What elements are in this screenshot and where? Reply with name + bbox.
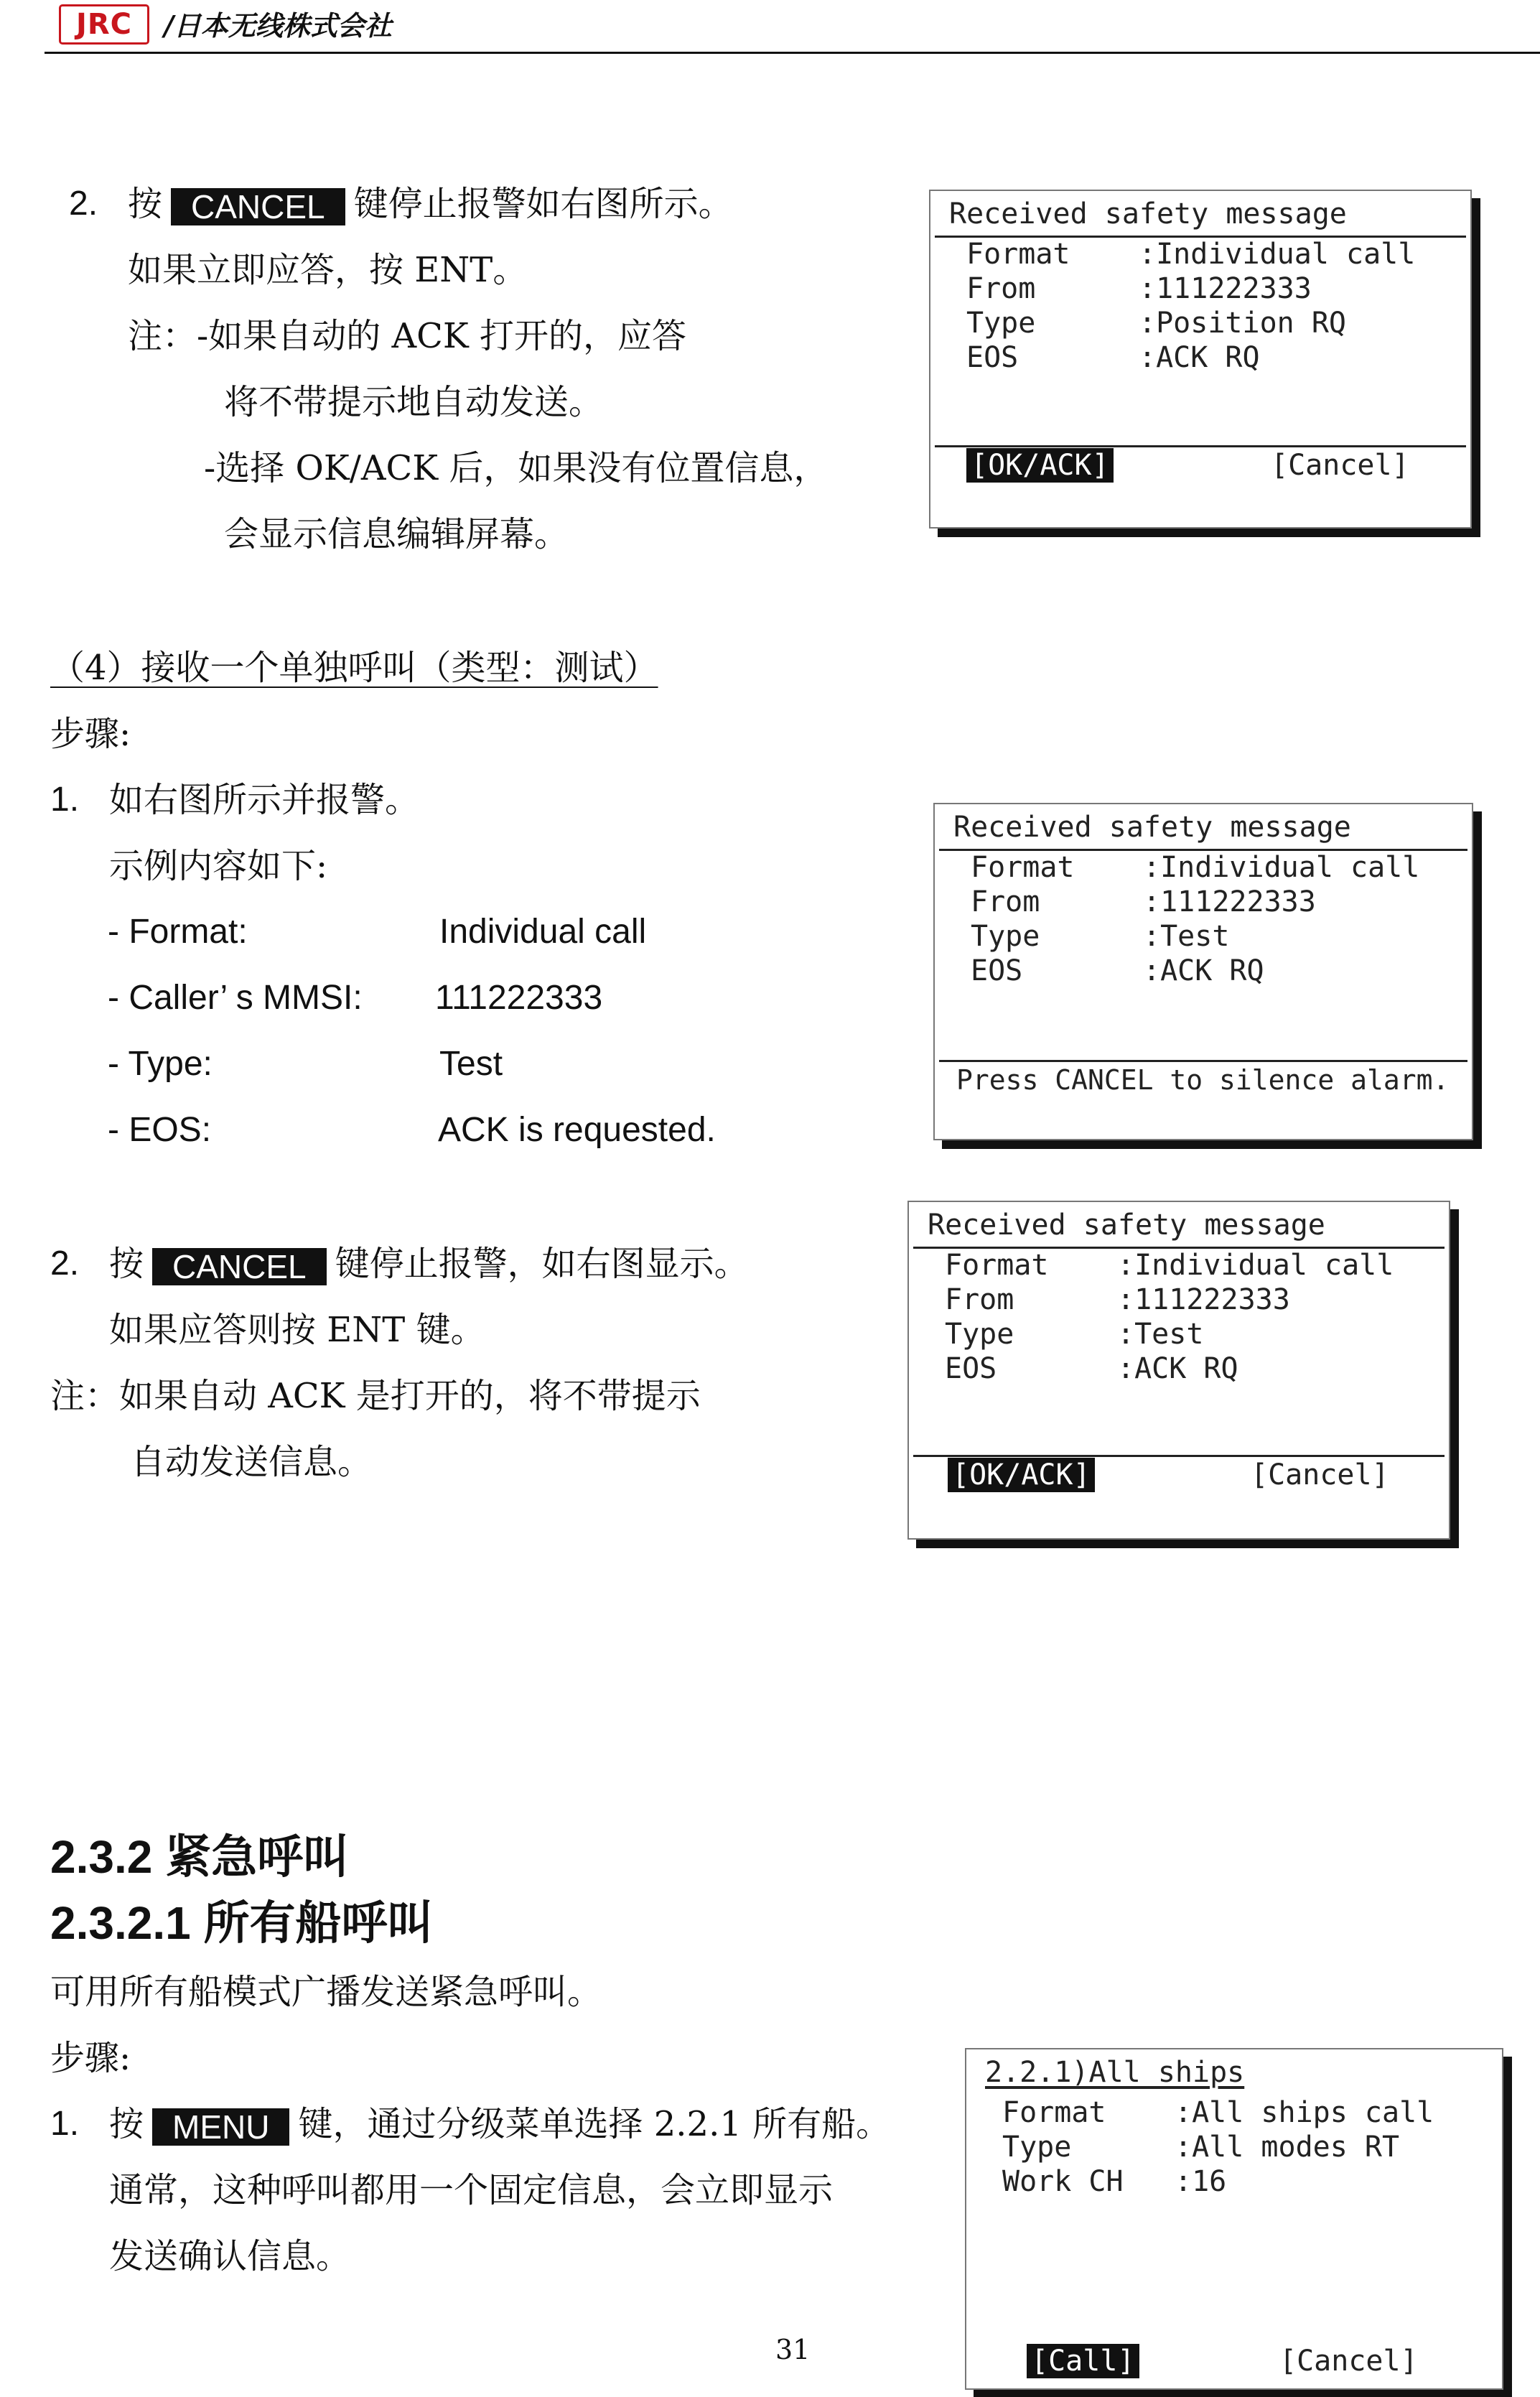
screen-row-from: From :111222333	[966, 272, 1312, 305]
page-number: 31	[775, 2334, 811, 2365]
section-2-3-2-heading: 2.3.2 紧急呼叫	[50, 1831, 350, 1883]
step-1-number: 1.	[50, 781, 80, 819]
jrc-logo: JRC	[59, 4, 149, 45]
step-1-line2: 通常，这种呼叫都用一个固定信息，会立即显示	[109, 2170, 834, 2210]
step-b-note: 注：如果自动 ACK 是打开的，将不带提示	[50, 1376, 701, 1416]
call-button[interactable]: [Call]	[1027, 2344, 1139, 2378]
screen-row-eos: EOS :ACK RQ	[971, 954, 1264, 987]
example-mmsi-value: 111222333	[435, 979, 603, 1017]
example-label: 示例内容如下:	[109, 846, 328, 886]
step-a-note2-cont: 会显示信息编辑屏幕。	[224, 514, 569, 554]
step-1-line1	[109, 2103, 890, 2146]
step-a-note1: 注：-如果自动的 ACK 打开的，应答	[128, 316, 686, 356]
example-format-key: - Format:	[108, 913, 248, 951]
section-intro: 可用所有船模式广播发送紧急呼叫。	[50, 1972, 602, 2012]
step-b-line1	[109, 1242, 749, 1285]
header-rule	[45, 52, 1540, 54]
step-b-pre: 按	[109, 1244, 144, 1284]
screen-title: Received safety message	[953, 811, 1351, 844]
screen-row-from: From :111222333	[945, 1283, 1290, 1316]
step-1-text: 如右图所示并报警。	[109, 780, 420, 820]
step-a-post: 键停止报警如右图所示。	[353, 184, 733, 224]
company-name: /日本无线株式会社	[164, 9, 392, 42]
step-1-line3: 发送确认信息。	[109, 2236, 351, 2276]
step-a-line1	[128, 182, 733, 225]
screen-row-format: Format :All ships call	[1002, 2096, 1434, 2129]
cancel-key: CANCEL	[171, 188, 345, 225]
step-b-number: 2.	[50, 1244, 80, 1283]
screen-divider	[939, 1060, 1467, 1062]
ok-ack-button[interactable]: [OK/ACK]	[966, 448, 1114, 483]
step-a-number: 2.	[69, 185, 98, 223]
step-a-pre: 按	[128, 184, 163, 224]
step-a-line2: 如果立即应答，按 ENT。	[128, 250, 528, 290]
menu-key: MENU	[152, 2108, 289, 2146]
screen-row-eos: EOS :ACK RQ	[945, 1352, 1238, 1385]
cancel-button[interactable]: [Cancel]	[1271, 449, 1409, 482]
screen-divider	[913, 1455, 1445, 1457]
step-b-note-cont: 自动发送信息。	[131, 1442, 373, 1482]
screen-title: Received safety message	[949, 197, 1347, 231]
steps-label: 步骤:	[50, 2038, 131, 2078]
step-a-note1-cont: 将不带提示地自动发送。	[224, 382, 604, 422]
screen-row-work-ch: Work CH :16	[1002, 2165, 1227, 2198]
example-type-value: Test	[439, 1045, 503, 1083]
screen-row-type: Type :Test	[945, 1318, 1204, 1351]
example-mmsi-key: - Caller’ s MMSI:	[108, 979, 363, 1017]
screen-all-ships-call	[965, 2048, 1503, 2390]
screen-row-type: Type :All modes RT	[1002, 2131, 1400, 2164]
screen-received-test-alarm	[933, 803, 1473, 1140]
screen-received-position-rq	[929, 190, 1472, 529]
example-type-key: - Type:	[108, 1045, 213, 1083]
silence-alarm-hint: Press CANCEL to silence alarm.	[956, 1064, 1450, 1096]
screen-row-from: From :111222333	[971, 885, 1316, 918]
steps-label: 步骤:	[50, 714, 131, 754]
screen-row-format: Format :Individual call	[945, 1249, 1394, 1282]
screen-divider	[935, 445, 1466, 447]
section-2-3-2-1-heading: 2.3.2.1 所有船呼叫	[50, 1897, 434, 1949]
step-a-note2: -选择 OK/ACK 后，如果没有位置信息，	[204, 448, 829, 488]
cancel-key: CANCEL	[152, 1248, 327, 1285]
screen-row-format: Format :Individual call	[971, 851, 1420, 884]
screen-title: 2.2.1)All ships	[985, 2056, 1245, 2089]
ok-ack-button[interactable]: [OK/ACK]	[948, 1458, 1095, 1492]
example-eos-key: - EOS:	[108, 1111, 212, 1149]
step-1-post: 键，通过分级菜单选择 2.2.1 所有船。	[298, 2104, 891, 2144]
screen-row-type: Type :Test	[971, 920, 1230, 953]
example-eos-value: ACK is requested.	[438, 1111, 716, 1149]
screen-received-test-ack	[907, 1201, 1450, 1540]
example-format-value: Individual call	[439, 913, 647, 951]
cancel-button[interactable]: [Cancel]	[1251, 1458, 1389, 1491]
cancel-button[interactable]: [Cancel]	[1279, 2345, 1418, 2378]
step-b-post: 键停止报警，如右图显示。	[335, 1244, 749, 1284]
step-1-number: 1.	[50, 2105, 80, 2143]
section-4-heading: （4）接收一个单独呼叫（类型：测试）	[50, 648, 658, 688]
screen-row-type: Type :Position RQ	[966, 307, 1346, 340]
step-1-pre: 按	[109, 2104, 144, 2144]
screen-title: Received safety message	[928, 1209, 1325, 1242]
screen-row-eos: EOS :ACK RQ	[966, 341, 1260, 374]
step-b-line2: 如果应答则按 ENT 键。	[109, 1310, 485, 1350]
screen-row-format: Format :Individual call	[966, 238, 1416, 271]
